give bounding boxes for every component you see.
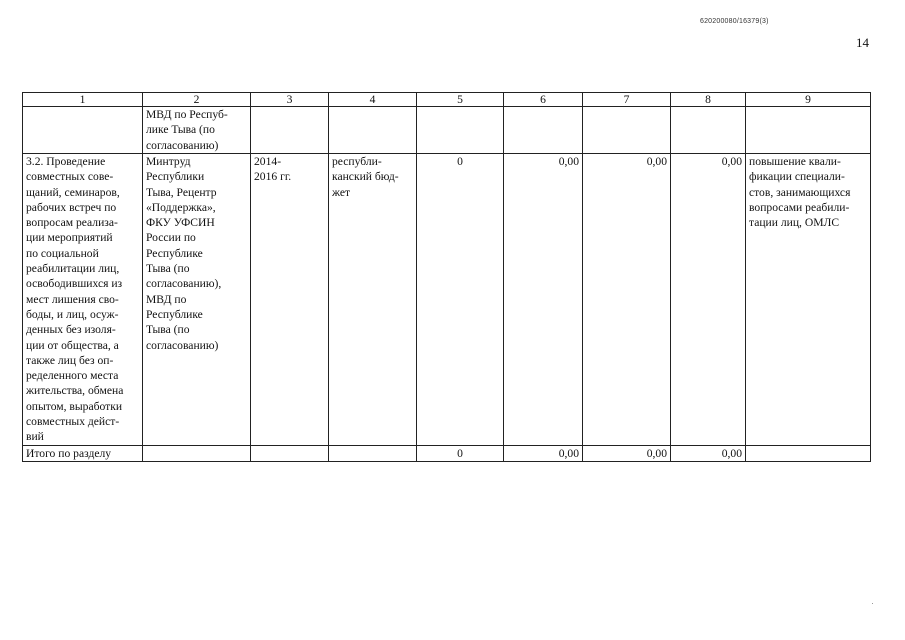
header-cell: 8 xyxy=(671,93,746,107)
cell-empty xyxy=(329,107,417,154)
cell-empty xyxy=(329,445,417,461)
header-cell: 3 xyxy=(251,93,329,107)
cell-empty xyxy=(671,107,746,154)
header-cell: 9 xyxy=(746,93,871,107)
table-header-row xyxy=(23,93,871,107)
header-cell: 1 xyxy=(23,93,143,107)
value-cell-col6: 0,00 xyxy=(504,154,583,446)
total-col7-cell: 0,00 xyxy=(583,445,671,461)
table-row-total xyxy=(23,445,871,461)
cell-empty xyxy=(143,445,251,461)
executors-continuation-cell: МВД по Респуб- лике Тыва (по согласованию) xyxy=(143,107,251,154)
funding-source-cell: республи- канский бюд- жет xyxy=(329,154,417,446)
value-cell-col7: 0,00 xyxy=(583,154,671,446)
cell-empty xyxy=(504,107,583,154)
scan-speck xyxy=(872,603,873,604)
budget-table xyxy=(22,92,871,462)
header-cell: 7 xyxy=(583,93,671,107)
total-col6-cell: 0,00 xyxy=(504,445,583,461)
header-cell: 5 xyxy=(417,93,504,107)
value-cell-col8: 0,00 xyxy=(671,154,746,446)
measure-cell: 3.2. Проведение совместных сове- щаний, семинаров, рабочих встреч по вопросам реализа- ции мероприятий по социальной реабилитации лиц, освободившихся из мест лишения сво- боды, и лиц, осуж- денных без изоля- ции от общества, а также лиц без оп- ределенного места жительства, обмена опытом, выработки совместных дейст- вий xyxy=(23,154,143,446)
total-label-cell: Итого по разделу xyxy=(23,445,143,461)
header-cell: 4 xyxy=(329,93,417,107)
table-row-3-2 xyxy=(23,154,871,446)
executors-cell: Минтруд Республики Тыва, Рецентр «Поддержка», ФКУ УФСИН России по Республике Тыва (по согласованию), МВД по Республике Тыва (по согласованию) xyxy=(143,154,251,446)
table-row-continuation xyxy=(23,107,871,154)
total-col8-cell: 0,00 xyxy=(671,445,746,461)
cell-empty xyxy=(746,445,871,461)
cell-empty xyxy=(251,107,329,154)
cell-empty xyxy=(746,107,871,154)
value-cell-col5: 0 xyxy=(417,154,504,446)
total-col5-cell: 0 xyxy=(417,445,504,461)
header-cell: 6 xyxy=(504,93,583,107)
cell-empty xyxy=(583,107,671,154)
document-id: 620200080/16379(3) xyxy=(700,18,769,25)
cell-empty xyxy=(251,445,329,461)
result-cell: повышение квали- фикации специали- стов, занимающихся вопросами реабили- тации лиц, ОМЛС xyxy=(746,154,871,446)
cell-empty xyxy=(417,107,504,154)
page-number: 14 xyxy=(856,35,869,50)
header-cell: 2 xyxy=(143,93,251,107)
cell-empty xyxy=(23,107,143,154)
period-cell: 2014- 2016 гг. xyxy=(251,154,329,446)
